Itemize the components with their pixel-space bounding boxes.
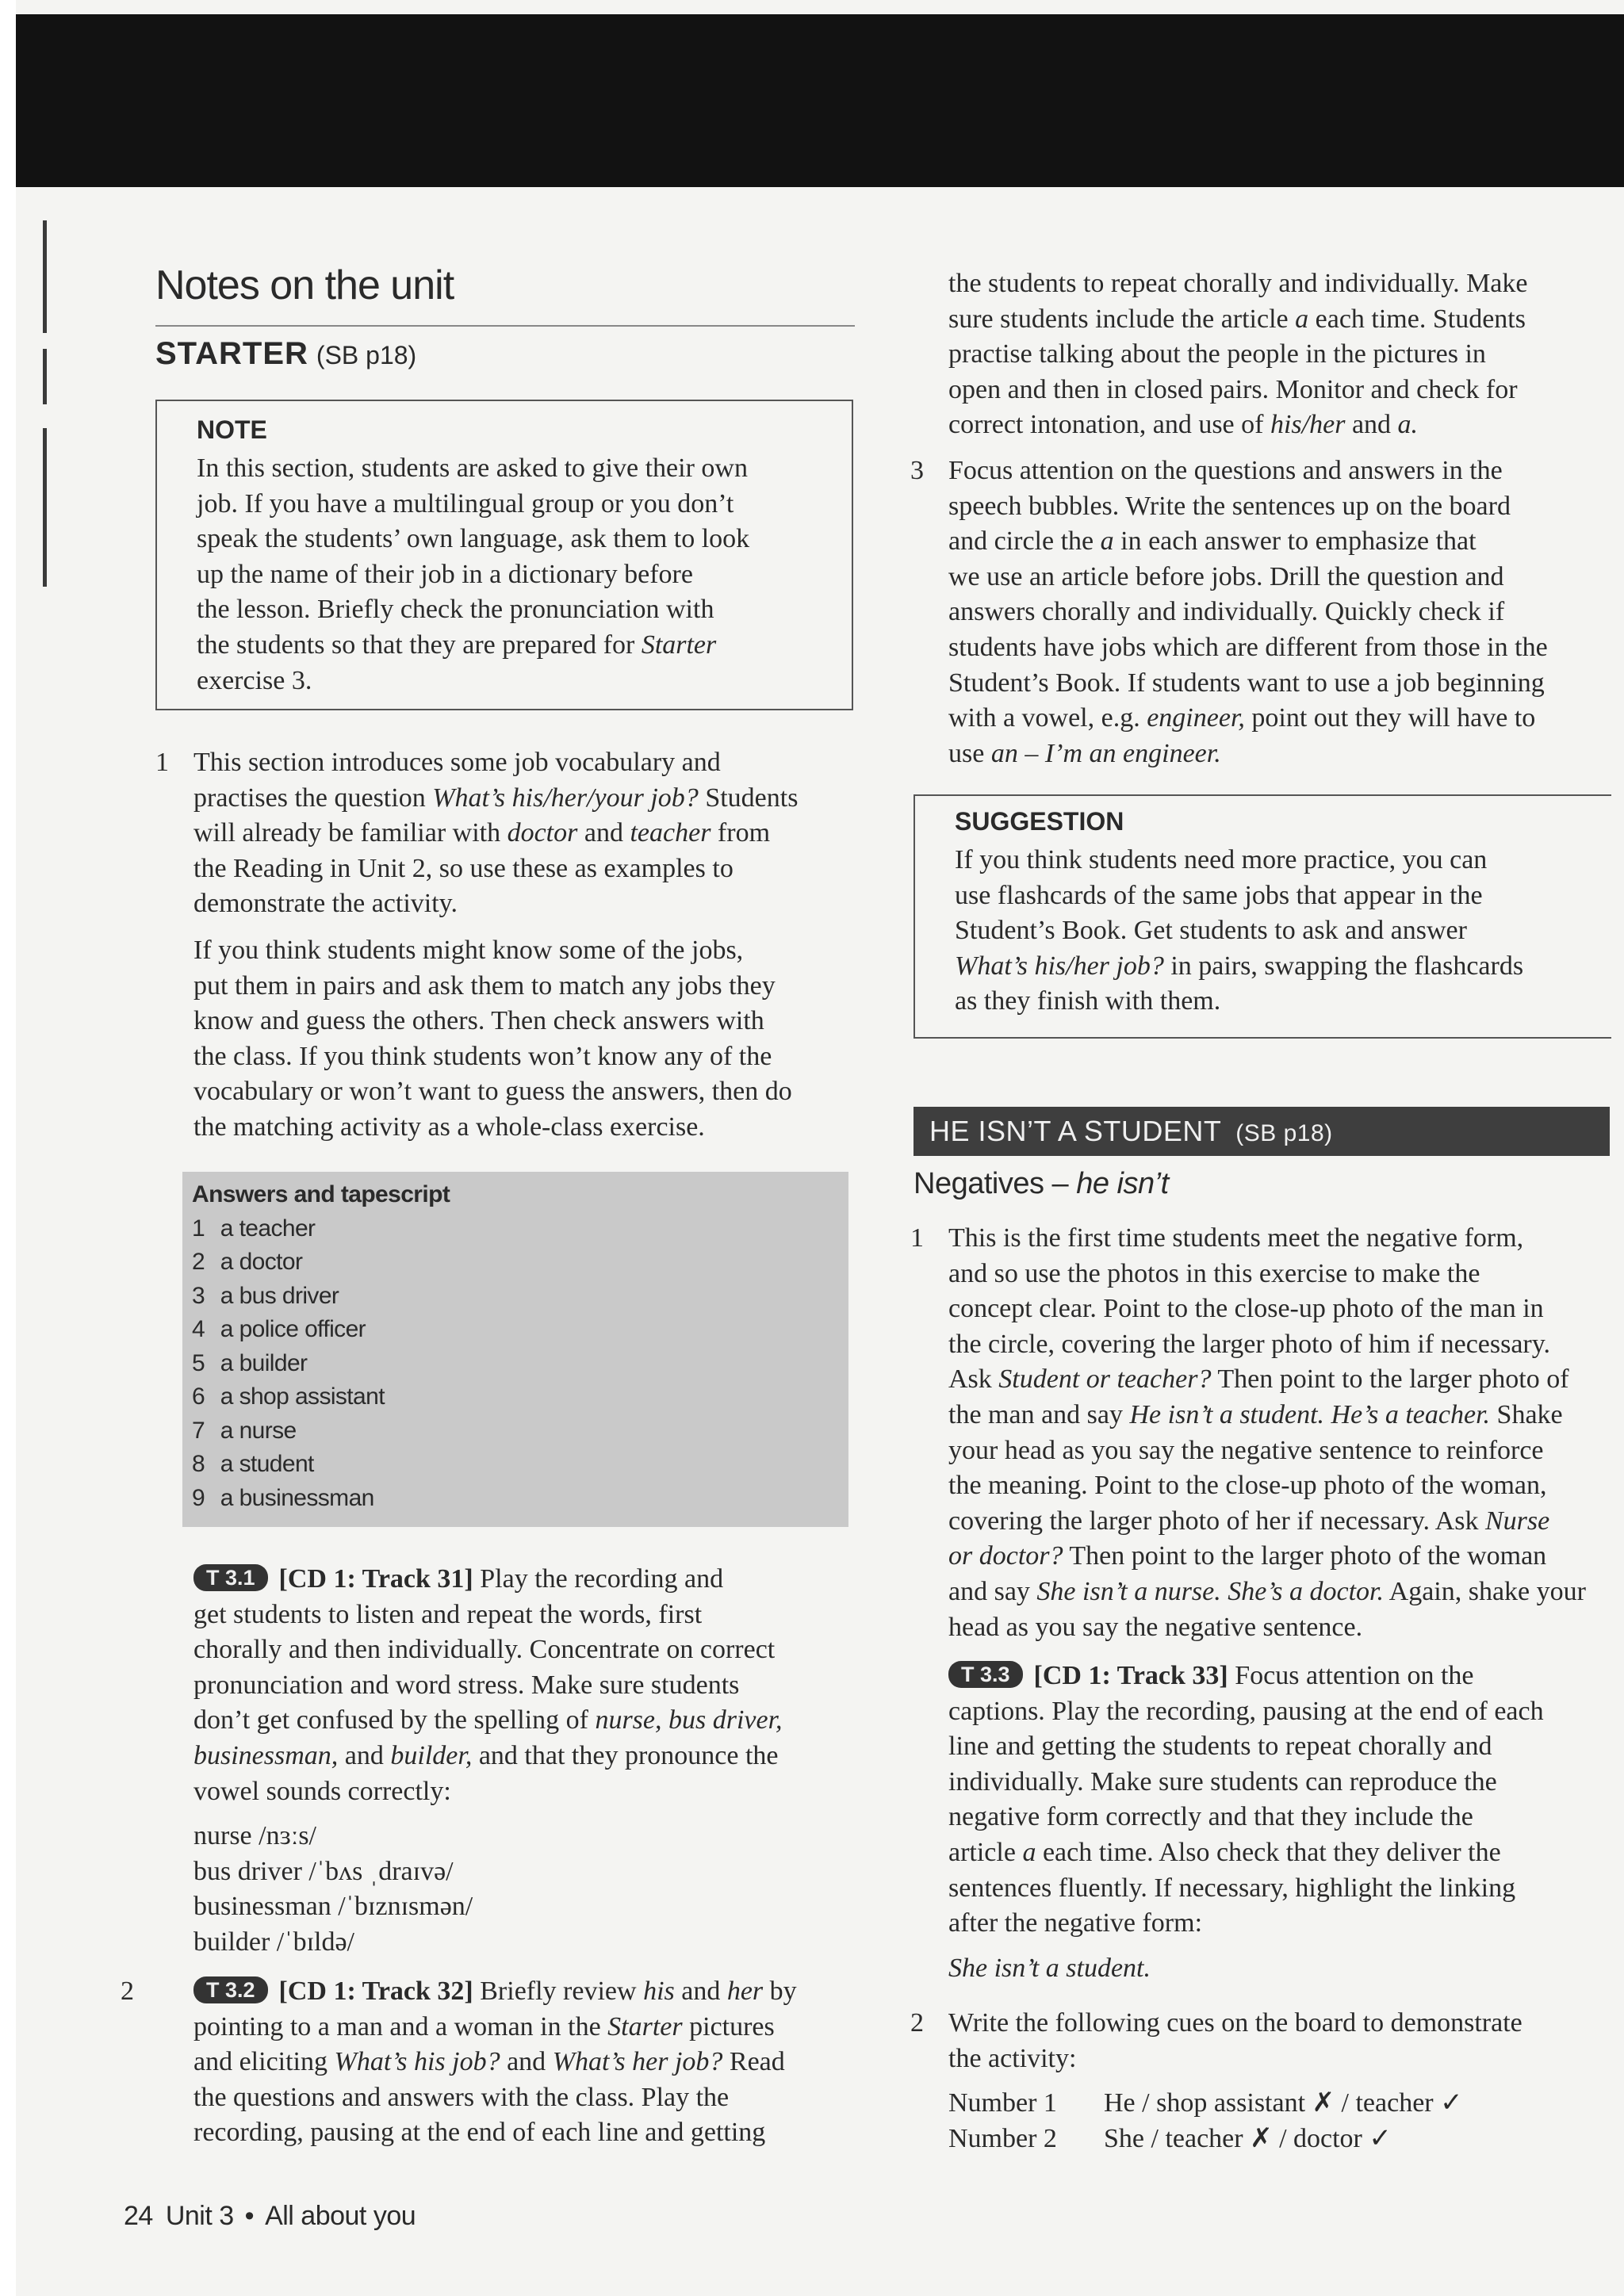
subheading: Negatives – he isn’t [914,1167,1169,1200]
note-line: the students so that they are prepared for Starter [197,629,717,660]
item-number: 2 [910,2008,924,2038]
cue-line: Number 1 He / shop assistant ✗ / teacher ✓ [948,2088,1463,2118]
page-title: Notes on the unit [155,262,454,308]
answer-item: 2 a doctor [192,1249,303,1275]
negatives-item-1: 1 This is the first time students meet the negative form, and so use the photos in this exercise to make the concept clear. Point to the close-up photo of the man in the circle, covering the larger photo of him if necessary. Ask Student or teacher? Then point to the larger photo of the man and say He isn’t a student. He’s a teacher. Shake your head as you say the negative sentence to reinforce the meaning. Point to the close-up photo of the woman, covering the larger photo of her if necessary. Ask Nurse or doctor? Then point to the larger photo of the woman and say She isn’t a nurse. She’s a doctor. Again, shake your head as you say the negative sentence. [910,1221,1608,1645]
starter-heading [155,336,416,372]
heading-rule [155,325,855,327]
note-title: NOTE [197,415,267,444]
track-badge: T 3.3 [948,1661,1023,1688]
note-line: speak the students’ own language, ask them to look [197,524,750,554]
note-line: the lesson. Briefly check the pronunciation with [197,595,714,625]
answer-item: 7 a nurse [192,1417,297,1444]
binding-mark [43,428,47,587]
item-1-text: This section introduces some job vocabulary and practises the question What’s his/her/your job? Students will already be familiar with doctor and teacher from the Reading in Unit 2, so use these as examples to demonstrate the activity. If you think students might know some of the jobs, put them in pairs and ask them to match any jobs they know and guess the others. Then check answers with the class. If you think students won’t know any of the vocabulary or won’t want to guess the answers, then do the matching activity as a whole-class exercise. [193,748,799,1142]
starter-item-2: 2 T 3.2 [CD 1: Track 32] Briefly review his and her by pointing to a man and a woman in the Starter pictures and eliciting What’s his job? and What’s her job? Read the questions and answers with the class. Play the recording, pausing at the end of each line and getting [155,1974,853,2151]
starter-item-3: 3 Focus attention on the questions and answers in the speech bubbles. Write the sentences up on the board and circle the a in each answer to emphasize that we use an article before jobs. Drill the question and answers chorally and individually. Quickly check if students have jobs which are different from those in the Student’s Book. If students want to use a job beginning with a vowel, e.g. engineer, point out they will have to use an – I’m an engineer. [910,453,1608,771]
example-sentence: She isn’t a student. [948,1953,1151,1983]
answers-title: Answers and tapescript [192,1181,450,1207]
item-number: 1 [910,1223,924,1253]
answer-item: 4 a police officer [192,1316,366,1342]
answer-item: 1 a teacher [192,1215,316,1242]
answer-item: 6 a shop assistant [192,1383,385,1410]
starter-title: STARTER [155,336,308,371]
item-2-continued: the students to repeat chorally and individually. Make sure students include the article a each time. Students practise talking about the people in the pictures in open and then in closed pairs. Monitor and check for correct intonation, and use of his/her and a. [948,269,1528,440]
suggestion-box [914,794,1611,1039]
negatives-item-2: 2 Write the following cues on the board to demonstrate the activity: Number 1 He / shop assistant ✗ / teacher ✓ Number 2 She / teacher ✗ / doctor ✓ [910,2006,1608,2156]
item-number: 3 [910,456,924,485]
note-box [155,400,853,710]
note-line: In this section, students are asked to give their own [197,453,748,483]
starter-item-1 [155,745,853,1146]
page-footer: 24 Unit 3 • All about you [124,2201,416,2231]
phonetic-line: nurse /nɜːs/ [193,1821,316,1851]
answer-item: 9 a businessman [192,1484,374,1511]
section-ref: (SB p18) [1235,1120,1333,1146]
item-number: 1 [155,748,169,777]
top-black-band [16,14,1624,187]
answer-item: 3 a bus driver [192,1282,339,1309]
note-line: up the name of their job in a dictionary before [197,559,693,589]
note-body [197,451,812,698]
phonetic-line: builder /ˈbɪldə/ [193,1927,355,1957]
answer-item: 8 a student [192,1451,314,1477]
footer-unit: Unit 3 [165,2201,234,2231]
starter-ref: (SB p18) [316,341,417,369]
section-title: HE ISN’T A STUDENT [929,1115,1221,1147]
phonetic-line: businessman /ˈbɪznɪsmən/ [193,1892,473,1922]
track-badge: T 3.2 [193,1976,268,2003]
t31-paragraph: T 3.1 [CD 1: Track 31] Play the recording and get students to listen and repeat the words, first chorally and then individually. Concentrate on correct pronunciation and word stress. Make sure students don’t get confused by the spelling of nurse, bus driver, businessman, and builder, and that they pronounce the vowel sounds correctly: nurse /nɜːs/ bus driver /ˈbʌs ˌdraɪvə/ businessman /ˈbɪznɪsmən/ builder /ˈbɪldə/ [155,1562,853,1961]
footer-title: All about you [265,2201,416,2231]
note-line: exercise 3. [197,665,312,695]
track-badge: T 3.1 [193,1564,268,1591]
section-heading-bar [914,1107,1610,1156]
item-number: 2 [121,1976,134,2006]
binding-mark [43,220,47,333]
answer-item: 5 a builder [192,1349,308,1376]
suggestion-body: If you think students need more practice, you can use flashcards of the same jobs that appear in the Student’s Book. Get students to ask and answer What’s his/her job? in pairs, swapping the flashcards as they finish with them. [955,845,1524,1016]
binding-mark [43,349,47,404]
cue-line: Number 2 She / teacher ✗ / doctor ✓ [948,2123,1392,2153]
t33-paragraph: T 3.3 [CD 1: Track 33] Focus attention on the captions. Play the recording, pausing at the end of each line and getting the students to repeat chorally and individually. Make sure students can reproduce the negative form correctly and that they include the article a each time. Also check that they deliver the sentences fluently. If necessary, highlight the linking after the negative form: She isn’t a student. [948,1661,1544,1983]
note-line: job. If you have a multilingual group or you don’t [197,488,734,519]
suggestion-title: SUGGESTION [955,807,1124,836]
page-left-edge [0,0,16,2296]
phonetic-line: bus driver /ˈbʌs ˌdraɪvə/ [193,1856,454,1886]
page-number: 24 [124,2201,153,2231]
answers-box [182,1172,848,1527]
